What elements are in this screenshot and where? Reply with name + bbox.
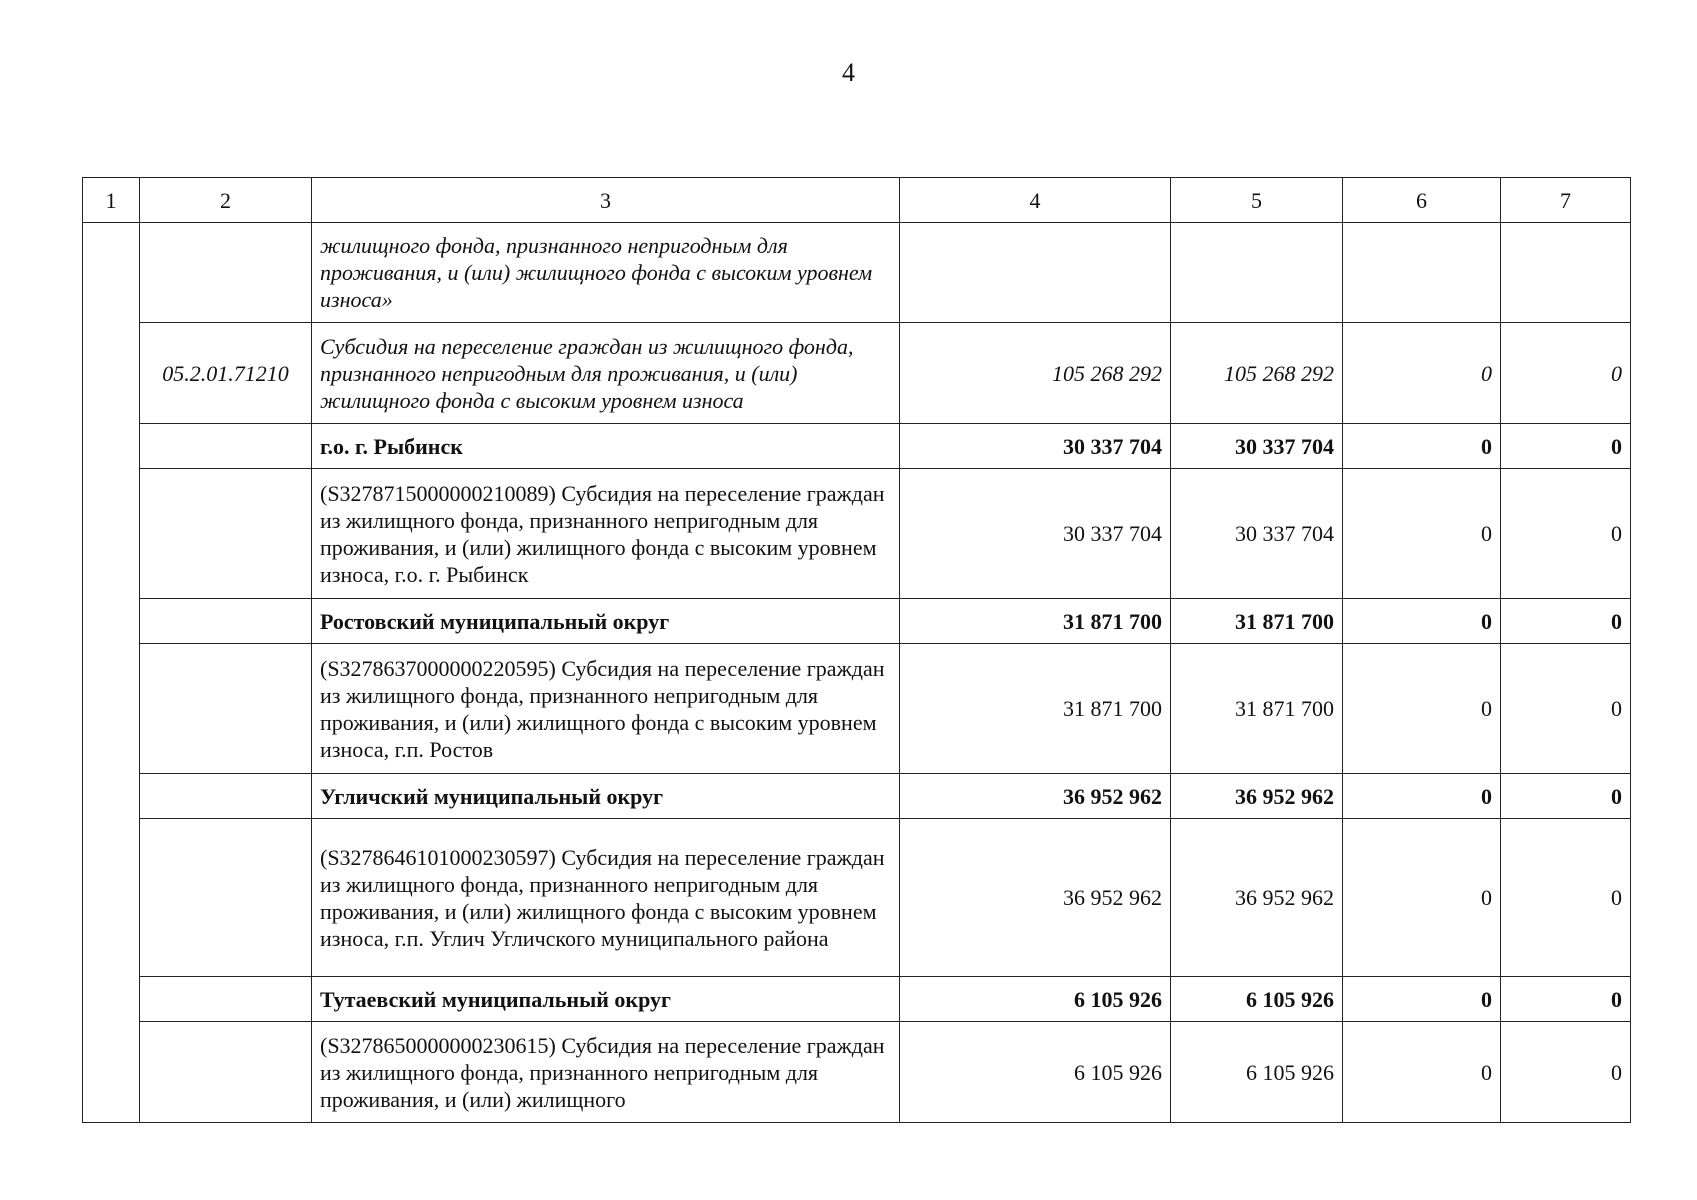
column-header-5: 5	[1171, 178, 1343, 223]
code-cell	[140, 469, 312, 599]
amount-cell: 105 268 292	[900, 323, 1171, 424]
description-cell: (S3278646101000230597) Субсидия на переселение граждан из жилищного фонда, признанного непригодным для проживания, и (или) жилищного фонда с высоким уровнем износа, г.п. Углич Угличского муниципального района	[312, 819, 900, 977]
column-header-3: 3	[312, 178, 900, 223]
code-cell	[140, 599, 312, 644]
description-cell: жилищного фонда, признанного непригодным для проживания, и (или) жилищного фонда с высоким уровнем износа»	[312, 223, 900, 323]
amount-cell: 0	[1343, 644, 1501, 774]
code-cell	[140, 1022, 312, 1123]
row-number-cell	[83, 1022, 140, 1123]
amount-cell: 0	[1343, 819, 1501, 977]
column-header-2: 2	[140, 178, 312, 223]
code-cell	[140, 819, 312, 977]
amount-cell: 0	[1501, 599, 1631, 644]
code-cell	[140, 644, 312, 774]
amount-cell: 36 952 962	[1171, 819, 1343, 977]
description-cell: (S3278715000000210089) Субсидия на переселение граждан из жилищного фонда, признанного непригодным для проживания, и (или) жилищного фонда с высоким уровнем износа, г.о. г. Рыбинск	[312, 469, 900, 599]
amount-cell	[900, 223, 1171, 323]
amount-cell	[1171, 223, 1343, 323]
row-number-cell	[83, 774, 140, 819]
amount-cell: 0	[1343, 424, 1501, 469]
code-cell	[140, 223, 312, 323]
code-cell	[140, 424, 312, 469]
amount-cell: 0	[1501, 644, 1631, 774]
description-cell: Тутаевский муниципальный округ	[312, 977, 900, 1022]
page-number: 4	[842, 58, 855, 87]
table-row	[83, 644, 1631, 774]
column-header-4: 4	[900, 178, 1171, 223]
code-cell	[140, 774, 312, 819]
description-cell: (S3278637000000220595) Субсидия на переселение граждан из жилищного фонда, признанного непригодным для проживания, и (или) жилищного фонда с высоким уровнем износа, г.п. Ростов	[312, 644, 900, 774]
amount-cell: 0	[1501, 819, 1631, 977]
amount-cell: 30 337 704	[900, 424, 1171, 469]
row-number-cell	[83, 469, 140, 599]
description-cell: Субсидия на переселение граждан из жилищного фонда, признанного непригодным для проживания, и (или) жилищного фонда с высоким уровнем износа	[312, 323, 900, 424]
description-cell: Угличский муниципальный округ	[312, 774, 900, 819]
budget-table	[82, 177, 1631, 1123]
code-cell: 05.2.01.71210	[140, 323, 312, 424]
table-row	[83, 599, 1631, 644]
table-row	[83, 1022, 1631, 1123]
row-number-cell	[83, 819, 140, 977]
column-header-6: 6	[1343, 178, 1501, 223]
description-cell: (S3278650000000230615) Субсидия на переселение граждан из жилищного фонда, признанного непригодным для проживания, и (или) жилищного	[312, 1022, 900, 1123]
table-row	[83, 774, 1631, 819]
amount-cell: 0	[1343, 774, 1501, 819]
table-row	[83, 424, 1631, 469]
row-number-cell	[83, 599, 140, 644]
amount-cell: 0	[1501, 424, 1631, 469]
description-cell: Ростовский муниципальный округ	[312, 599, 900, 644]
row-number-cell	[83, 977, 140, 1022]
amount-cell: 0	[1501, 774, 1631, 819]
amount-cell: 30 337 704	[900, 469, 1171, 599]
code-cell	[140, 977, 312, 1022]
amount-cell: 0	[1501, 323, 1631, 424]
amount-cell: 31 871 700	[1171, 599, 1343, 644]
amount-cell: 6 105 926	[1171, 977, 1343, 1022]
amount-cell: 30 337 704	[1171, 469, 1343, 599]
amount-cell: 105 268 292	[1171, 323, 1343, 424]
table-row	[83, 819, 1631, 977]
table-row	[83, 323, 1631, 424]
table-row	[83, 223, 1631, 323]
row-number-cell	[83, 644, 140, 774]
row-number-cell	[83, 323, 140, 424]
column-header-1: 1	[83, 178, 140, 223]
table-header-row	[83, 178, 1631, 223]
amount-cell: 0	[1501, 1022, 1631, 1123]
amount-cell	[1501, 223, 1631, 323]
description-cell: г.о. г. Рыбинск	[312, 424, 900, 469]
amount-cell: 30 337 704	[1171, 424, 1343, 469]
amount-cell: 0	[1501, 469, 1631, 599]
amount-cell: 0	[1343, 1022, 1501, 1123]
amount-cell: 31 871 700	[1171, 644, 1343, 774]
amount-cell	[1343, 223, 1501, 323]
amount-cell: 0	[1343, 977, 1501, 1022]
amount-cell: 0	[1343, 599, 1501, 644]
row-number-cell	[83, 424, 140, 469]
amount-cell: 6 105 926	[1171, 1022, 1343, 1123]
table-row	[83, 977, 1631, 1022]
table-row	[83, 469, 1631, 599]
amount-cell: 36 952 962	[900, 774, 1171, 819]
amount-cell: 31 871 700	[900, 599, 1171, 644]
amount-cell: 0	[1343, 323, 1501, 424]
amount-cell: 6 105 926	[900, 977, 1171, 1022]
amount-cell: 31 871 700	[900, 644, 1171, 774]
amount-cell: 0	[1343, 469, 1501, 599]
amount-cell: 36 952 962	[900, 819, 1171, 977]
row-number-cell	[83, 223, 140, 323]
amount-cell: 0	[1501, 977, 1631, 1022]
amount-cell: 36 952 962	[1171, 774, 1343, 819]
column-header-7: 7	[1501, 178, 1631, 223]
amount-cell: 6 105 926	[900, 1022, 1171, 1123]
